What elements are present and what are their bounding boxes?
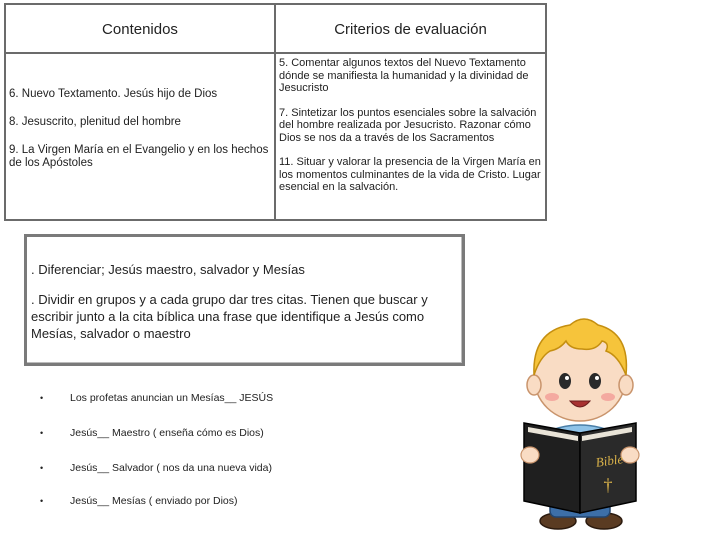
contenido-item: 9. La Virgen María en el Evangelio y en los hechos de los Apóstoles <box>9 144 269 169</box>
contenido-item: 6. Nuevo Textamento. Jesús hijo de Dios <box>9 88 218 100</box>
list-item-text: Los profetas anuncian un Mesías__ JESÚS <box>70 392 274 404</box>
bullet-icon: • <box>40 496 44 506</box>
bullet-icon: • <box>40 463 44 473</box>
list-item <box>40 461 272 475</box>
curriculum-table <box>4 3 547 221</box>
cross-icon: † <box>603 475 613 495</box>
contenidos-cell <box>6 54 276 219</box>
list-item-text: Jesús__ Mesías ( enviado por Dios) <box>70 495 238 507</box>
list-item-text: Jesús__ Salvador ( nos da una nueva vida) <box>70 462 272 474</box>
criterio-item: 5. Comentar algunos textos del Nuevo Textamento dónde se manifiesta la humanidad y la divinidad de Jesucristo <box>279 57 529 94</box>
list-item <box>40 426 264 440</box>
list-item-text: Jesús__ Maestro ( enseña cómo es Dios) <box>70 427 264 439</box>
criterios-cell <box>276 54 545 219</box>
header-criterios: Criterios de evaluación <box>276 5 545 54</box>
criterio-item: 11. Situar y valorar la presencia de la Virgen María en los momentos culminantes de la vida de Cristo. Lugar esencial en la salvación. <box>279 156 541 193</box>
activity-instructions: . Dividir en grupos y a cada grupo dar tres citas. Tienen que buscar y escribir junto a la cita bíblica una frase que identifique a Jesús como Mesías, salvador o maestro <box>31 292 428 341</box>
bullet-icon: • <box>40 428 44 438</box>
boy-reading-bible-illustration <box>510 305 650 533</box>
header-contenidos: Contenidos <box>6 5 276 54</box>
activity-objective: . Diferenciar; Jesús maestro, salvador y Mesías <box>31 262 305 277</box>
list-item <box>40 391 273 405</box>
criterio-item: 7. Sintetizar los puntos esenciales sobre la salvación del hombre realizada por Jesucristo. Razonar cómo Dios se nos da a través de los Sacramentos <box>279 106 537 144</box>
contenido-item: 8. Jesuscrito, plenitud del hombre <box>9 116 181 128</box>
bullet-icon: • <box>40 393 44 403</box>
book-label: Bible <box>594 451 625 470</box>
activity-box <box>24 234 465 366</box>
list-item <box>40 494 238 508</box>
